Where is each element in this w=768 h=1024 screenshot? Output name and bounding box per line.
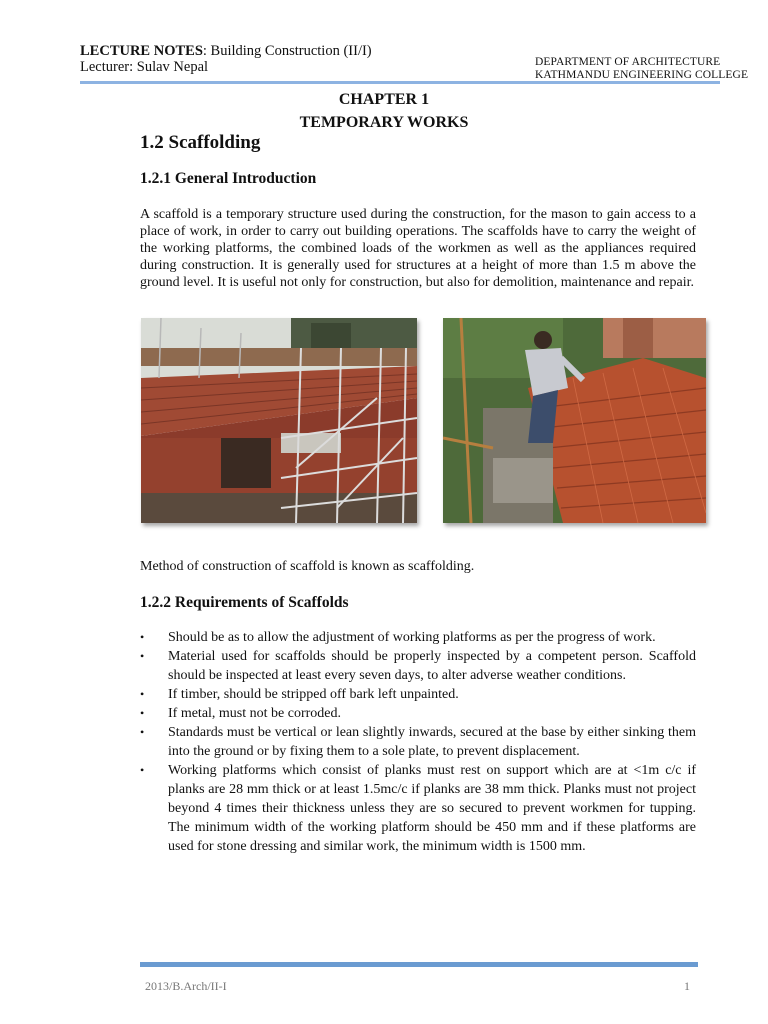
bullet-icon: • <box>140 687 145 701</box>
bullet-icon: • <box>140 630 145 644</box>
method-note: Method of construction of scaffold is known as scaffolding. <box>140 559 475 574</box>
list-item <box>140 685 696 704</box>
college-name: KATHMANDU ENGINEERING COLLEGE <box>535 69 749 81</box>
list-item-text: Working platforms which consist of planks must rest on support which are at <1m c/c if planks are 28 mm thick or at least 1.5mc/c if planks are 38 mm thick. Planks must not project beyond 4 times their thickness unless they are so secured to prevent workmen for tupping. The minimum width of the working platform should be 450 mm and if these platforms are used for stone dressing and similar work, the minimum width is 1500 mm. <box>168 763 696 854</box>
lecturer-name: Lecturer: Sulav Nepal <box>80 59 209 75</box>
subsection-general-introduction: 1.2.1 General Introduction <box>140 170 317 187</box>
list-item-text: If metal, must not be corroded. <box>168 706 342 721</box>
footer-rule <box>140 962 698 967</box>
scaffolding-photo-roof-worker <box>443 318 706 523</box>
page-number: 1 <box>684 979 690 993</box>
list-item <box>140 723 696 761</box>
footer-course-code: 2013/B.Arch/II-I <box>145 979 227 993</box>
list-item <box>140 647 696 685</box>
scaffolding-photo-building <box>141 318 417 523</box>
lecture-notes-label: LECTURE NOTES <box>80 43 203 59</box>
chapter-number: CHAPTER 1 <box>338 91 430 108</box>
department-name: DEPARTMENT OF ARCHITECTURE <box>535 56 721 68</box>
chapter-title: TEMPORARY WORKS <box>299 114 469 131</box>
list-item <box>140 628 696 647</box>
requirements-list <box>140 628 696 856</box>
header-course-info <box>80 43 372 75</box>
header-course-line <box>80 43 372 59</box>
chapter-heading <box>0 88 768 134</box>
intro-paragraph: A scaffold is a temporary structure used during the construction, for the mason to gain access to a place of work, in order to carry out building operations. The scaffolds have to carry the weight of the working platforms, the combined loads of the workmen as well as the appliances required during construction. It is generally used for structures at a height of more than 1.5 m above the ground level. It is useful not only for construction, but also for demolition, maintenance and repair. <box>140 207 696 290</box>
header-rule <box>80 81 720 84</box>
list-item-text: If timber, should be stripped off bark left unpainted. <box>168 687 459 702</box>
subsection-requirements: 1.2.2 Requirements of Scaffolds <box>140 594 349 611</box>
list-item <box>140 704 696 723</box>
list-item-text: Should be as to allow the adjustment of working platforms as per the progress of work. <box>168 630 656 645</box>
bullet-icon: • <box>140 649 145 663</box>
bullet-icon: • <box>140 763 145 777</box>
bullet-icon: • <box>140 725 145 739</box>
header-institution <box>535 56 748 82</box>
list-item-text: Material used for scaffolds should be properly inspected by a competent person. Scaffold should be inspected at least every seven days, to alter adverse weather conditions. <box>168 649 696 683</box>
bullet-icon: • <box>140 706 145 720</box>
list-item <box>140 761 696 856</box>
list-item-text: Standards must be vertical or lean slightly inwards, secured at the base by either sinking them into the ground or by fixing them to a sole plate, to prevent displacement. <box>168 725 696 759</box>
course-name: : Building Construction (II/I) <box>202 43 372 59</box>
section-title: 1.2 Scaffolding <box>140 132 261 153</box>
